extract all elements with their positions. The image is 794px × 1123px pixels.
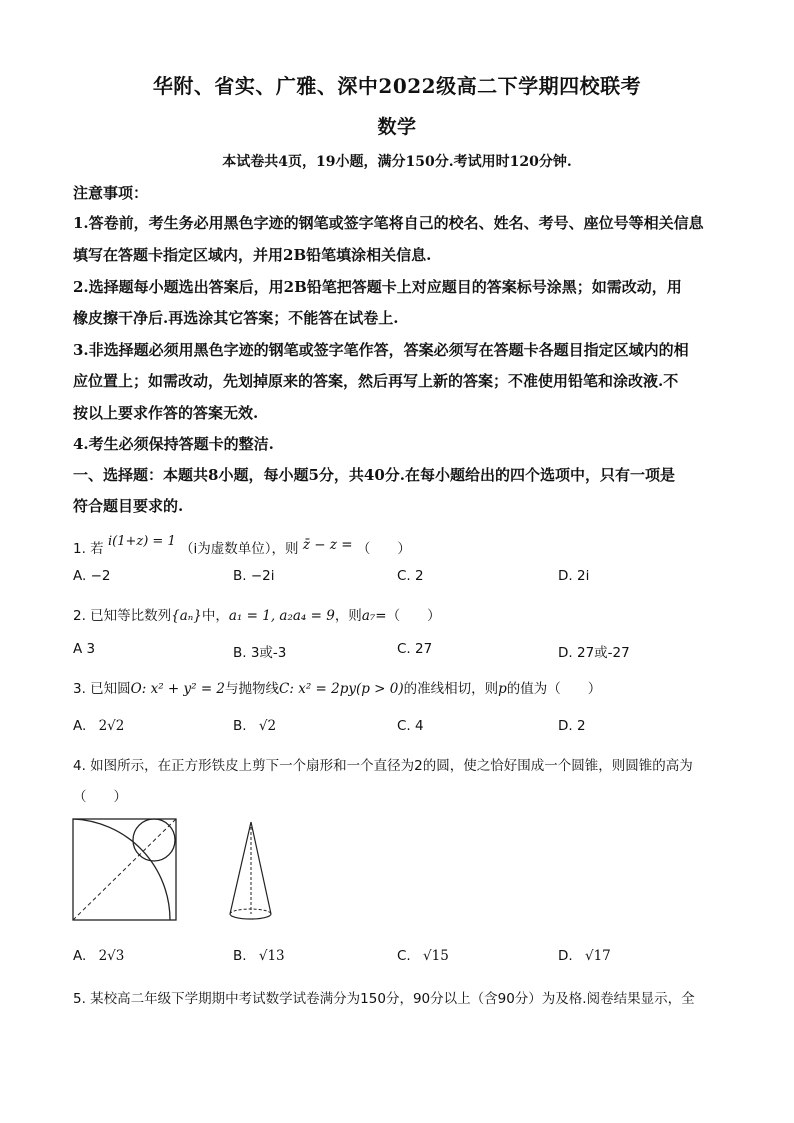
- q3-middle: 与抛物线: [225, 681, 280, 697]
- q2-option-a: A 3: [73, 641, 96, 657]
- q1-suffix: （ ）: [356, 541, 411, 557]
- note-1b: 填写在答题卡指定区域内，并用2B铅笔填涂相关信息.: [73, 246, 432, 264]
- question-5-line-a: 5. 某校高二年级下学期期中考试数学试卷满分为150分，90分以上（含90分）为及格.阅卷结果显示，全: [73, 991, 695, 1007]
- q3-option-a: A. 2√2: [73, 718, 125, 734]
- q4-option-b: B. √13: [233, 948, 285, 964]
- q3-suffix: 的值为（ ）: [506, 681, 602, 697]
- section1-line-a: 一、选择题：本题共8小题，每小题5分，共40分.在每小题给出的四个选项中，只有一项是: [73, 466, 675, 484]
- q3-parabola: C: x² = 2py(p > 0): [279, 681, 404, 697]
- cone-figure: [226, 818, 276, 922]
- q4-option-d: D. √17: [558, 948, 611, 964]
- q4-option-b-value: √13: [258, 948, 285, 964]
- q1-formula: i(1+z) = 1: [107, 534, 176, 549]
- q2-cond: a₁ = 1, a₂a₄ = 9: [228, 608, 335, 624]
- q2-middle: 中，: [201, 608, 229, 624]
- q1-option-d: D. 2i: [558, 568, 590, 584]
- note-4: 4.考生必须保持答题卡的整洁.: [73, 435, 274, 453]
- q4-option-d-value: √17: [584, 948, 611, 964]
- q3-option-b-value: √2: [258, 718, 277, 734]
- note-2b: 橡皮擦干净后.再选涂其它答案；不能答在试卷上.: [73, 309, 399, 327]
- q4-option-c-value: √15: [423, 948, 449, 964]
- note-2a: 2.选择题每小题选出答案后，用2B铅笔把答题卡上对应题目的答案标号涂黑；如需改动，用: [73, 278, 682, 296]
- question-3: [73, 677, 601, 697]
- question-4-line-a: 4. 如图所示，在正方形铁皮上剪下一个扇形和一个直径为2的圆，使之恰好围成一个圆锥，则圆锥的高为: [73, 758, 693, 774]
- q3-option-d: D. 2: [558, 718, 586, 734]
- q3-middle2: 的准线相切，则: [403, 681, 499, 697]
- q1-option-a: A. −2: [73, 568, 111, 584]
- q1-option-b: B. −2i: [233, 568, 275, 584]
- question-2: [73, 604, 441, 624]
- q3-option-a-value: 2√2: [98, 718, 125, 734]
- q2-seq: {aₙ}: [171, 608, 202, 624]
- exam-info: 本试卷共4页，19小题，满分150分.考试用时120分钟.: [222, 154, 572, 170]
- notes-heading: 注意事项：: [73, 184, 149, 202]
- q2-option-b: B. 3或-3: [233, 645, 287, 661]
- q2-target: a₇: [361, 608, 376, 624]
- note-1a: 1.答卷前，考生务必用黑色字迹的钢笔或签字笔将自己的校名、姓名、考号、座位号等相关信息: [73, 214, 704, 232]
- question-1: [73, 534, 411, 557]
- exam-title: 华附、省实、广雅、深中2022级高二下学期四校联考: [152, 74, 642, 98]
- note-3b: 应位置上；如需改动，先划掉原来的答案，然后再写上新的答案；不准使用铅笔和涂改液.不: [73, 372, 679, 390]
- question-4-line-b: （ ）: [73, 789, 127, 805]
- q1-prefix: 1. 若: [73, 541, 104, 557]
- q2-option-c: C. 27: [397, 641, 433, 657]
- q1-formula2: z̄ − z =: [302, 537, 353, 553]
- q3-prefix: 3. 已知圆: [73, 681, 131, 697]
- q2-suffix: =（ ）: [375, 608, 441, 624]
- q3-option-b: B. √2: [233, 718, 277, 734]
- q4-option-a: A. 2√3: [73, 948, 125, 964]
- q4-option-c: C. √15: [397, 948, 449, 964]
- note-3c: 按以上要求作答的答案无效.: [73, 404, 259, 422]
- q1-option-c: C. 2: [397, 568, 424, 584]
- q3-var: p: [498, 681, 507, 697]
- square-sector-figure: [72, 818, 182, 922]
- q2-prefix: 2. 已知等比数列: [73, 608, 172, 624]
- q3-option-c: C. 4: [397, 718, 424, 734]
- q2-option-d: D. 27或-27: [558, 645, 630, 661]
- q4-option-a-value: 2√3: [98, 948, 125, 964]
- section1-line-b: 符合题目要求的.: [73, 497, 184, 515]
- note-3a: 3.非选择题必须用黑色字迹的钢笔或签字笔作答，答案必须写在答题卡各题目指定区域内的相: [73, 341, 689, 359]
- q2-mid2: ，则: [334, 608, 362, 624]
- q3-circle: O: x² + y² = 2: [130, 681, 226, 697]
- q1-middle: （i为虚数单位），则: [180, 541, 299, 557]
- subject-title: 数学: [377, 116, 417, 138]
